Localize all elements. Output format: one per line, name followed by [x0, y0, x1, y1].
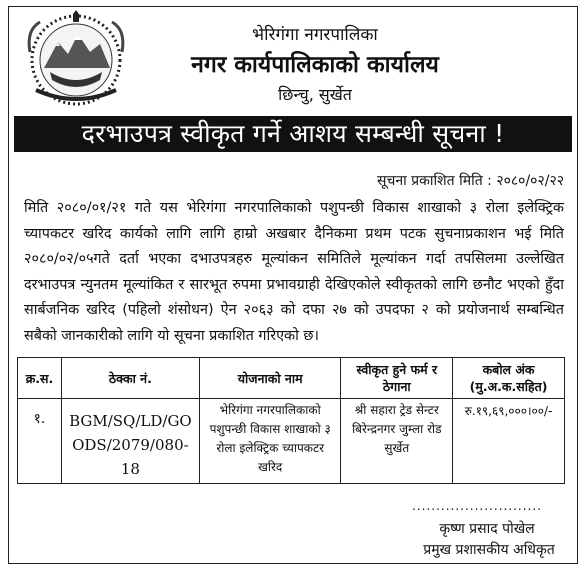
municipality-name: भेरिगंगा नगरपालिका [252, 25, 378, 45]
signatory-designation: प्रमुख प्रशासकीय अधिकृत [423, 542, 555, 558]
cell-amount: रु.१९,६९,०००।००/- [453, 399, 565, 484]
published-date: सूचना प्रकाशित मिति : २०८०/०२/२२ [376, 173, 564, 189]
office-location: छिन्चु, सुर्खेत [278, 85, 352, 104]
cell-sn: १. [18, 399, 62, 484]
cell-project: भेरिगंगा नगरपालिकाको पशुपन्छी विकास शाखाको ३ रोला इलेक्ट्रिक च्यापकटर खरिद [199, 399, 341, 484]
signature-line: ........................... [412, 499, 542, 513]
cell-contract-no: BGM/SQ/LD/GO ODS/2079/080-18 [61, 399, 199, 484]
cell-firm: श्री सहारा ट्रेड सेन्टर बिरेन्द्रनगर जुम्ला रोड सुर्खेत [341, 399, 453, 484]
header-amount: कबोल अंक (मु.अ.क.सहित) [453, 358, 565, 399]
header-contract-no: ठेक्का नं. [61, 358, 199, 399]
tender-table [17, 357, 565, 484]
notice-title-banner: दरभाउपत्र स्वीकृत गर्ने आशय सम्बन्धी सूचना ! [14, 116, 572, 152]
header-project: योजनाको नाम [199, 358, 341, 399]
header-sn: क्र.स. [18, 358, 62, 399]
header-firm: स्वीकृत हुने फर्म र ठेगाना [341, 358, 453, 399]
table-row [18, 399, 565, 484]
signatory-name: कृष्ण प्रसाद पोखेल [439, 521, 535, 537]
office-name: नगर कार्यपालिकाको कार्यालय [191, 52, 439, 78]
notice-body: मिति २०८०/०१/२१ गते यस भेरिगंगा नगरपालिकाको पशुपन्छी विकास शाखाको ३ रोला इलेक्ट्रिक च्यापकटर खरिद कार्यको लागि लागि हाम्रो अखबार दैनिकमा प्रथम पटक सुचनाप्रकाशन भई मिति २०८०/०२/०५गते दर्ता भएका दभाउपत्रहरु मूल्यांकन समितिले मूल्यांकन गर्दा तपसिलमा उल्लेखित दरभाउपत्र न्युनतम मूल्यांकित र सारभूत रुपमा प्रभावग्राही देखिएकोले स्वीकृतको लागि छनौट भएको हुँदा सार्बजनिक खरिद (पहिलो शंसोधन) ऐन २०६३ को दफा २७ को उपदफा २ को प्रयोजनार्थ सम्बन्धित सबैको जानकारीको लागि यो सूचना प्रकाशित गरिएको छ। [24, 200, 564, 344]
table-header-row [18, 358, 565, 399]
nepal-government-emblem-icon [16, 10, 136, 110]
